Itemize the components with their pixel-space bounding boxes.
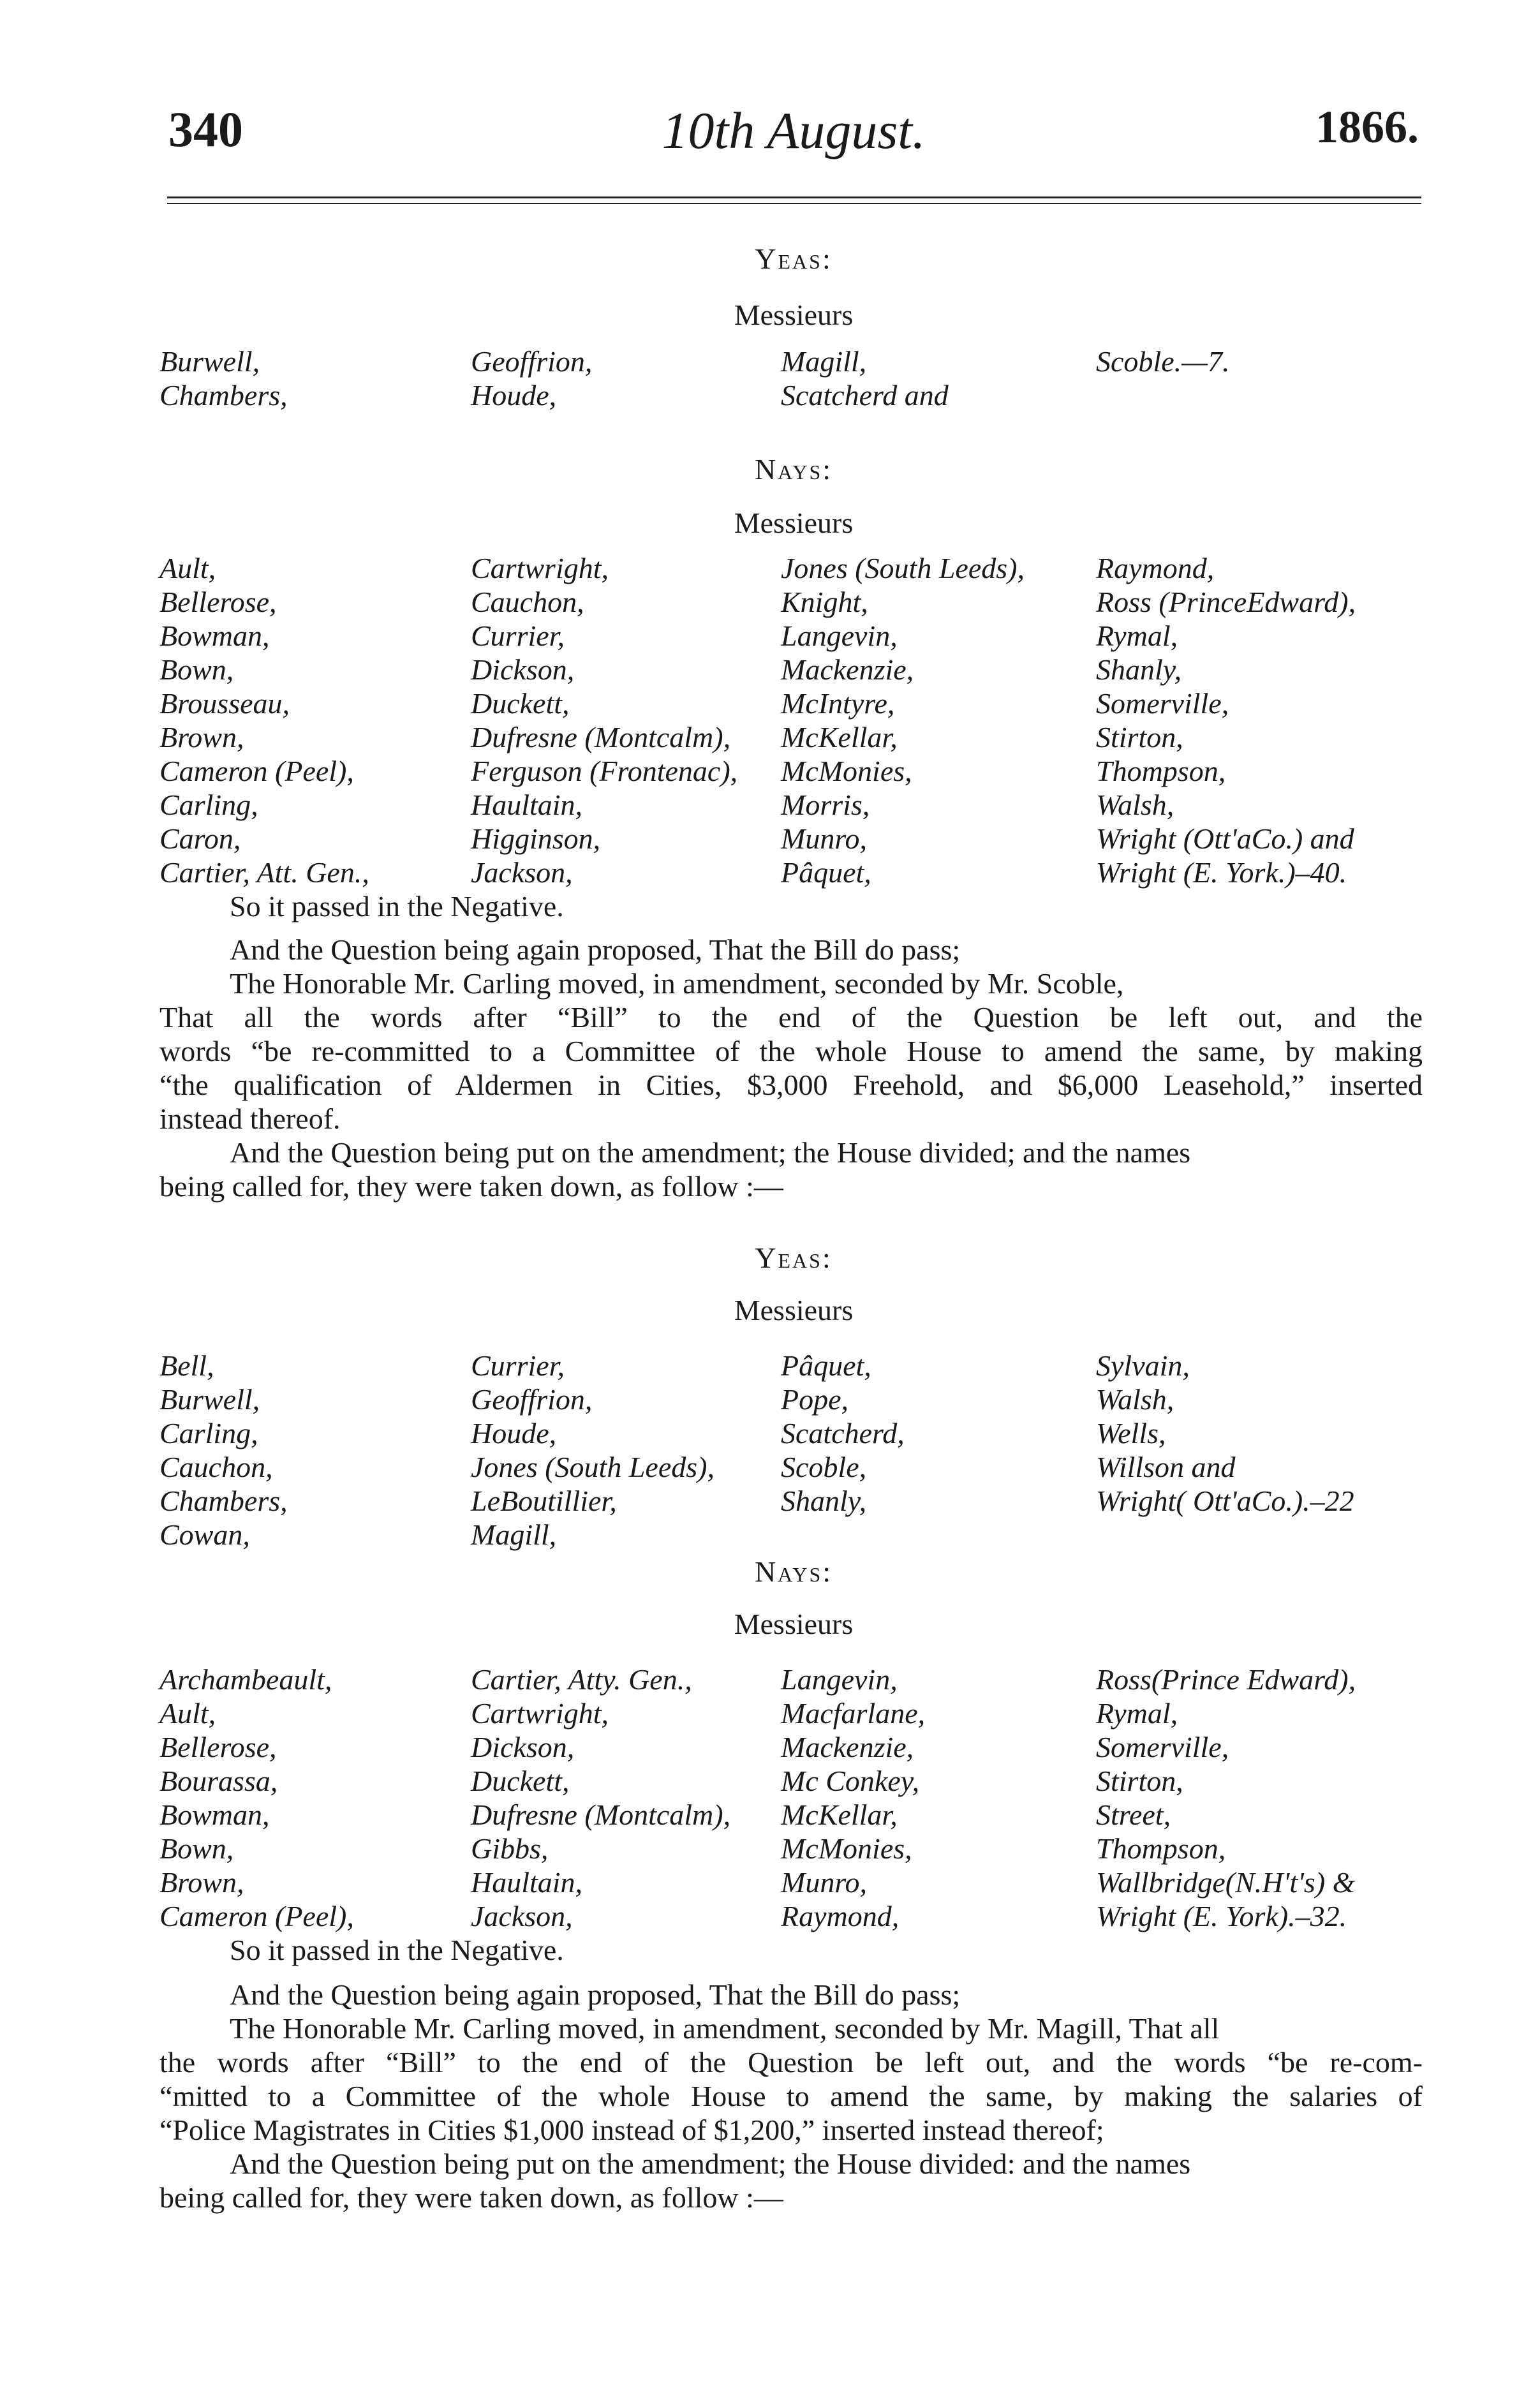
messieurs-label: Messieurs — [734, 507, 854, 539]
member-row — [159, 653, 1423, 686]
member-name: Cauchon, — [159, 1451, 273, 1483]
member-name: Langevin, — [781, 1663, 898, 1696]
member-name: Wright( Ott'aCo.).–22 — [1096, 1485, 1354, 1517]
member-row — [159, 1696, 1423, 1730]
member-name: Bown, — [159, 653, 234, 686]
member-name: Walsh, — [1096, 789, 1174, 821]
member-name: Magill, — [781, 345, 867, 378]
member-name: Raymond, — [1096, 552, 1215, 584]
member-name: Haultain, — [471, 1866, 583, 1899]
member-name: Ault, — [159, 1697, 216, 1730]
member-name: Wright (E. York.)–40. — [1096, 856, 1347, 889]
member-name: McKellar, — [781, 721, 898, 753]
nays-heading-2: Nays: — [754, 1555, 833, 1588]
page-number: 340 — [168, 101, 243, 157]
yeas-heading-2: Yeas: — [755, 1241, 833, 1274]
member-name: Ross(Prince Edward), — [1096, 1663, 1356, 1696]
member-name: Mackenzie, — [781, 1731, 914, 1763]
yeas-heading-1: Yeas: — [755, 242, 833, 275]
member-name: Carling, — [159, 789, 258, 821]
member-name: McIntyre, — [781, 687, 895, 720]
member-name: Thompson, — [1096, 1832, 1226, 1865]
nays-list-2 — [159, 1663, 1423, 1933]
page-header — [168, 101, 1419, 171]
member-name: Somerville, — [1096, 1731, 1229, 1763]
member-name: Cartier, Att. Gen., — [159, 856, 369, 889]
member-name: Scoble, — [781, 1451, 867, 1483]
messieurs-label: Messieurs — [734, 1294, 854, 1326]
member-name: Sylvain, — [1096, 1349, 1190, 1382]
member-name: Somerville, — [1096, 687, 1229, 720]
messieurs-label: Messieurs — [734, 1608, 854, 1640]
member-row — [159, 1764, 1423, 1798]
member-name: Bourassa, — [159, 1765, 278, 1797]
member-name: Caron, — [159, 822, 241, 855]
member-name: Currier, — [471, 1349, 565, 1382]
member-name: Mc Conkey, — [781, 1765, 920, 1797]
member-name: Bellerose, — [159, 1731, 277, 1763]
member-name: Cartwright, — [471, 552, 609, 584]
member-row — [159, 1450, 1423, 1484]
text-line: The Honorable Mr. Carling moved, in amendment, seconded by Mr. Scoble, — [230, 967, 1124, 1000]
member-name: Geoffrion, — [471, 345, 593, 378]
member-row — [159, 619, 1423, 653]
member-name: Langevin, — [781, 619, 898, 652]
member-name: Ferguson (Frontenac), — [471, 755, 738, 787]
member-name: Jones (South Leeds), — [471, 1451, 714, 1483]
text-line: And the Question being put on the amendment; the House divided; and the names — [230, 1136, 1191, 1169]
member-name: Higginson, — [471, 822, 601, 855]
member-name: Duckett, — [471, 687, 570, 720]
member-name: Shanly, — [781, 1485, 867, 1517]
member-name: Chambers, — [159, 379, 288, 411]
member-name: Bellerose, — [159, 586, 277, 618]
member-name: Dufresne (Montcalm), — [471, 1798, 731, 1831]
text-line: being called for, they were taken down, as follow :— — [159, 1170, 783, 1203]
member-name: Wright (Ott'aCo.) and — [1096, 822, 1354, 855]
member-name: Jackson, — [471, 856, 573, 889]
yeas-list-2 — [159, 1349, 1423, 1552]
member-name: Macfarlane, — [781, 1697, 926, 1730]
member-name: Houde, — [471, 1417, 557, 1449]
member-name: Gibbs, — [471, 1832, 549, 1865]
text-line: And the Question being put on the amendment; the House divided: and the names — [230, 2147, 1191, 2180]
member-name: Cartwright, — [471, 1697, 609, 1730]
member-row — [159, 1663, 1423, 1696]
member-row — [159, 720, 1423, 754]
member-name: Carling, — [159, 1417, 258, 1449]
member-name: Dufresne (Montcalm), — [471, 721, 731, 753]
nays-heading-1: Nays: — [754, 453, 833, 485]
text-line: The Honorable Mr. Carling moved, in amendment, seconded by Mr. Magill, That all — [230, 2012, 1220, 2045]
messieurs-label: Messieurs — [734, 299, 854, 331]
member-row — [159, 1899, 1423, 1933]
member-name: Cameron (Peel), — [159, 1900, 354, 1932]
member-row — [159, 1349, 1423, 1382]
member-name: Rymal, — [1096, 619, 1178, 652]
text-line: And the Question being again proposed, That the Bill do pass; — [230, 1978, 961, 2011]
member-name: Pope, — [781, 1383, 849, 1416]
member-name: Raymond, — [781, 1900, 900, 1932]
member-name: Dickson, — [471, 653, 575, 686]
division-result-1: So it passed in the Negative. — [230, 890, 564, 923]
text-line: “mitted to a Committee of the whole House to amend the same, by making the salaries of — [159, 2080, 1423, 2112]
text-line: instead thereof. — [159, 1102, 341, 1135]
member-row — [159, 822, 1423, 856]
member-name: Burwell, — [159, 1383, 260, 1416]
member-name: Cartier, Atty. Gen., — [471, 1663, 692, 1696]
member-name: Jones (South Leeds), — [781, 552, 1025, 584]
member-name: Burwell, — [159, 345, 260, 378]
member-name: Munro, — [781, 822, 868, 855]
member-row — [159, 1865, 1423, 1899]
page-date: 10th August. — [662, 101, 926, 159]
nays-list-1 — [159, 551, 1423, 889]
member-name: Ault, — [159, 552, 216, 584]
member-name: Dickson, — [471, 1731, 575, 1763]
member-name: Wright (E. York).–32. — [1096, 1900, 1347, 1932]
member-row — [159, 1382, 1423, 1416]
member-name: Street, — [1096, 1798, 1171, 1831]
member-name: Thompson, — [1096, 755, 1226, 787]
member-name: Ross (PrinceEdward), — [1096, 586, 1356, 618]
member-name: Knight, — [781, 586, 868, 618]
member-row — [159, 1484, 1423, 1518]
member-row — [159, 1416, 1423, 1450]
member-name: Wallbridge(N.H't's) & — [1096, 1866, 1356, 1899]
division-result-2: So it passed in the Negative. — [230, 1934, 564, 1966]
member-name: Pâquet, — [781, 856, 871, 889]
text-line: That all the words after “Bill” to the end of the Question be left out, and the — [159, 1001, 1423, 1034]
member-name: McMonies, — [781, 1832, 912, 1865]
member-name: Stirton, — [1096, 721, 1183, 753]
member-row — [159, 788, 1423, 822]
yeas-list-1 — [159, 345, 1423, 412]
member-name: Bell, — [159, 1349, 214, 1382]
member-row — [159, 686, 1423, 720]
member-row — [159, 585, 1423, 619]
member-name: Haultain, — [471, 789, 583, 821]
member-row — [159, 345, 1423, 378]
member-name: Magill, — [471, 1518, 557, 1551]
member-row — [159, 1518, 1423, 1552]
page-year: 1866. — [1315, 101, 1419, 152]
member-name: Willson and — [1096, 1451, 1236, 1483]
member-name: Pâquet, — [781, 1349, 871, 1382]
header-rule-bottom — [167, 203, 1421, 204]
member-name: Duckett, — [471, 1765, 570, 1797]
member-name: Currier, — [471, 619, 565, 652]
member-name: Morris, — [781, 789, 870, 821]
member-name: McMonies, — [781, 755, 912, 787]
member-name: Geoffrion, — [471, 1383, 593, 1416]
member-name: Scatcherd and — [781, 379, 949, 411]
member-name: Walsh, — [1096, 1383, 1174, 1416]
member-row — [159, 1730, 1423, 1764]
member-name: Mackenzie, — [781, 653, 914, 686]
text-line: “the qualification of Aldermen in Cities, $3,000 Freehold, and $6,000 Leasehold,” inserted — [159, 1069, 1423, 1101]
member-name: Houde, — [471, 379, 557, 411]
question-paragraph-2 — [159, 1978, 1423, 2214]
member-row — [159, 378, 1423, 412]
member-name: Brown, — [159, 721, 244, 753]
member-name: Stirton, — [1096, 1765, 1183, 1797]
member-name: Rymal, — [1096, 1697, 1178, 1730]
member-name: Bowman, — [159, 1798, 270, 1831]
member-name: Shanly, — [1096, 653, 1182, 686]
text-line: being called for, they were taken down, as follow :— — [159, 2181, 783, 2214]
member-row — [159, 1798, 1423, 1832]
member-name: Cauchon, — [471, 586, 584, 618]
text-line: words “be re-committed to a Committee of the whole House to amend the same, by making — [159, 1035, 1423, 1067]
member-name: Jackson, — [471, 1900, 573, 1932]
member-name: Bowman, — [159, 619, 270, 652]
text-line: “Police Magistrates in Cities $1,000 instead of $1,200,” inserted instead thereof; — [159, 2114, 1104, 2146]
member-name: Wells, — [1096, 1417, 1166, 1449]
member-name: Chambers, — [159, 1485, 288, 1517]
member-name: LeBoutillier, — [471, 1485, 617, 1517]
member-name: McKellar, — [781, 1798, 898, 1831]
member-row — [159, 856, 1423, 889]
member-name: Bown, — [159, 1832, 234, 1865]
member-name: Brousseau, — [159, 687, 290, 720]
member-name: Archambeault, — [159, 1663, 332, 1696]
member-row — [159, 754, 1423, 788]
member-name: Scoble.—7. — [1096, 345, 1230, 378]
header-rule-top — [167, 196, 1421, 198]
member-name: Scatcherd, — [781, 1417, 905, 1449]
text-line: And the Question being again proposed, That the Bill do pass; — [230, 933, 961, 966]
member-row — [159, 1832, 1423, 1865]
question-paragraph-1 — [159, 933, 1423, 1203]
member-name: Brown, — [159, 1866, 244, 1899]
member-name: Cameron (Peel), — [159, 755, 354, 787]
member-row — [159, 551, 1423, 585]
member-name: Cowan, — [159, 1518, 250, 1551]
member-name: Munro, — [781, 1866, 868, 1899]
text-line: the words after “Bill” to the end of the Question be left out, and the words “be re-com- — [159, 2046, 1423, 2078]
